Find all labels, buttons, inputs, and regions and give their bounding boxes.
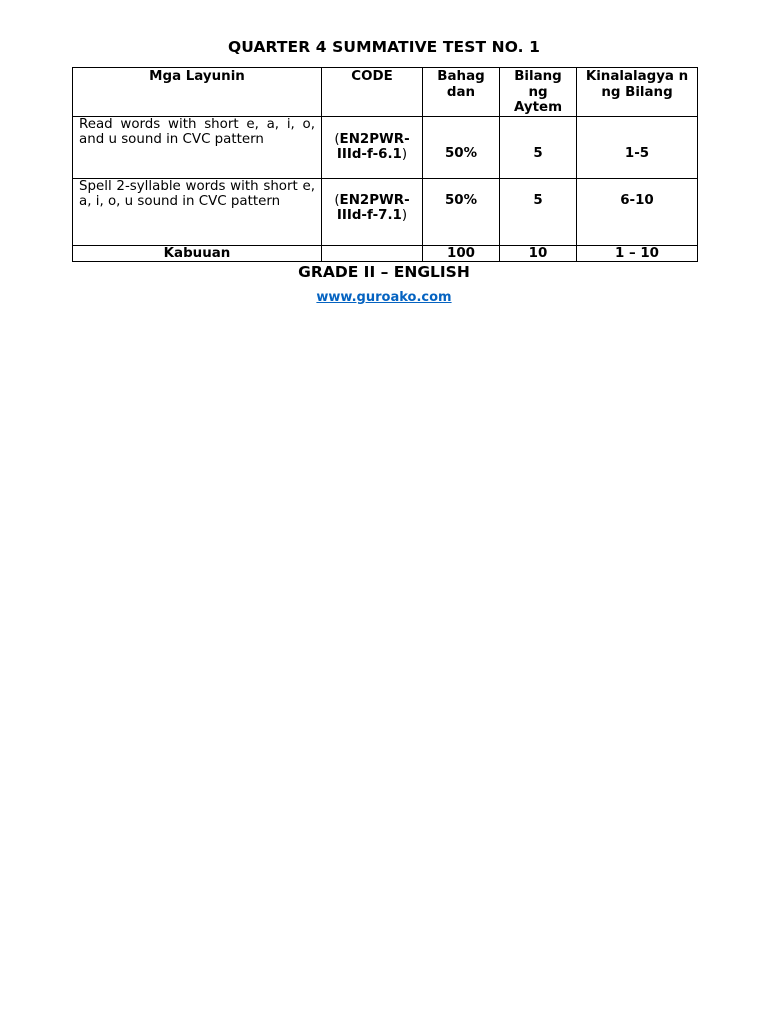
- objective-cell: Read words with short e, a, i, o, and u sound in CVC pattern: [73, 116, 322, 178]
- code-open-paren: (: [334, 131, 340, 147]
- code-close-paren: ): [401, 147, 408, 162]
- total-row: [73, 245, 698, 262]
- total-code-cell: [322, 245, 423, 262]
- bilang-cell: 5: [500, 178, 577, 245]
- kinalalagyan-cell: 6-10: [577, 178, 698, 245]
- bahagdan-cell: 50%: [423, 116, 500, 178]
- table-header-row: [73, 68, 698, 117]
- header-bahagdan: Bahag dan: [423, 68, 500, 117]
- code-close-paren: ): [401, 208, 408, 223]
- total-kinalalagyan: 1 – 10: [577, 245, 698, 262]
- code-cell: [322, 116, 423, 178]
- header-mga-layunin: Mga Layunin: [73, 68, 322, 117]
- table-of-specifications: [72, 67, 698, 262]
- header-kinalalagyan: Kinalalagya n ng Bilang: [577, 68, 698, 117]
- table-row: [73, 116, 698, 178]
- total-label: Kabuuan: [73, 245, 322, 262]
- grade-subject-heading: GRADE II – ENGLISH: [298, 263, 470, 281]
- code-value: EN2PWR-IIId-f-7.1: [336, 192, 410, 223]
- code-cell: [322, 178, 423, 245]
- page-title: QUARTER 4 SUMMATIVE TEST NO. 1: [227, 38, 541, 56]
- bilang-cell: 5: [500, 116, 577, 178]
- code-value: EN2PWR-IIId-f-6.1: [336, 131, 410, 162]
- header-bilang-ng-aytem: Bilang ng Aytem: [500, 68, 577, 117]
- header-code: CODE: [322, 68, 423, 117]
- total-bilang: 10: [500, 245, 577, 262]
- code-open-paren: (: [334, 192, 340, 208]
- total-bahagdan: 100: [423, 245, 500, 262]
- website-link[interactable]: www.guroako.com: [316, 290, 452, 305]
- website-link-container: [0, 290, 768, 305]
- kinalalagyan-cell: 1-5: [577, 116, 698, 178]
- table-row: [73, 178, 698, 245]
- bahagdan-cell: 50%: [423, 178, 500, 245]
- objective-cell: Spell 2-syllable words with short e, a, i, o, u sound in CVC pattern: [73, 178, 322, 245]
